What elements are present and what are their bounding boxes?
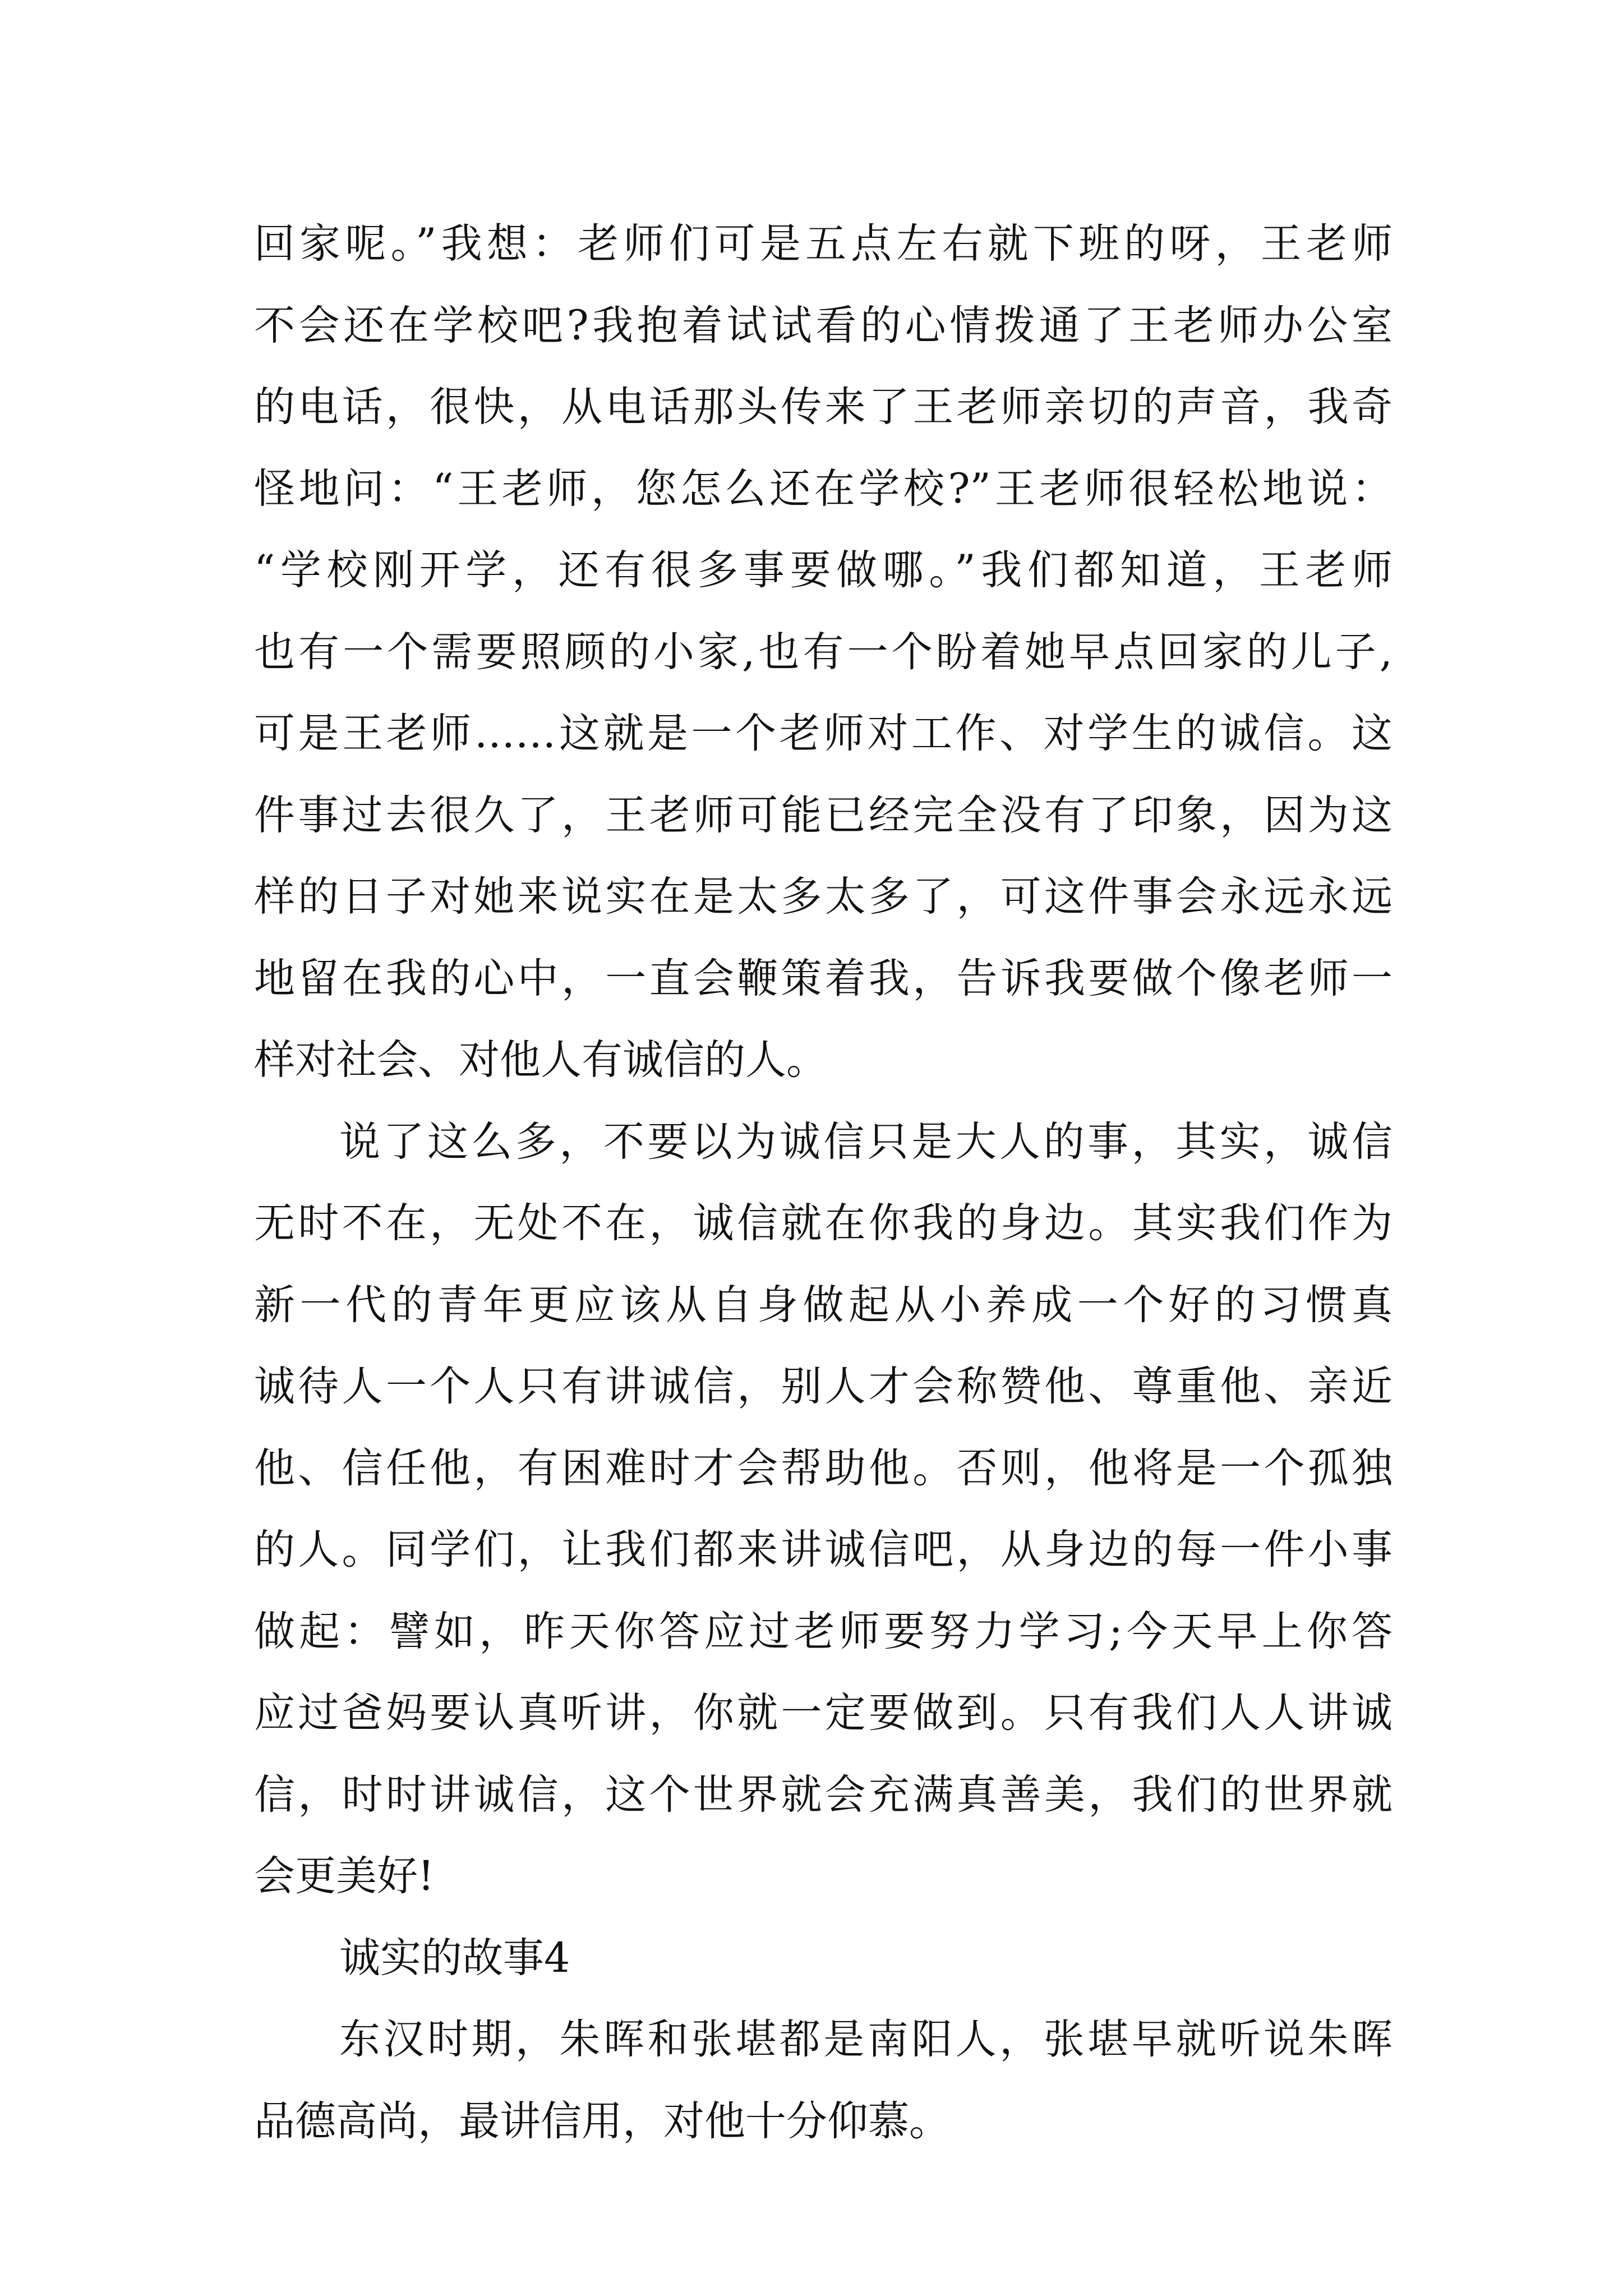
text-line: 的人。同学们，让我们都来讲诚信吧，从身边的每一件小事	[254, 1526, 1393, 1573]
text-line: “学校刚开学，还有很多事要做哪。”我们都知道，王老师	[254, 546, 1393, 594]
text-line: 信，时时讲诚信，这个世界就会充满真善美，我们的世界就	[254, 1770, 1393, 1819]
text-line: 样的日子对她来说实在是太多太多了，可这件事会永远永远	[254, 873, 1393, 921]
text-line: 应过爸妈要认真听讲，你就一定要做到。只有我们人人讲诚	[254, 1689, 1393, 1737]
text-line: 不会还在学校吧?我抱着试试看的心情拨通了王老师办公室	[254, 301, 1393, 349]
text-line: 地留在我的心中，一直会鞭策着我，告诉我要做个像老师一	[254, 954, 1393, 1002]
paragraph	[254, 1999, 1393, 2162]
paragraph	[254, 1101, 1393, 1917]
text-line: 样对社会、对他人有诚信的人。	[254, 1036, 827, 1084]
text-line: 无时不在，无处不在，诚信就在你我的身边。其实我们作为	[254, 1199, 1393, 1247]
document-body	[254, 203, 1393, 2162]
text-line: 东汉时期，朱晖和张堪都是南阳人，张堪早就听说朱晖	[339, 2016, 1393, 2063]
text-line: 做起：譬如，昨天你答应过老师要努力学习;今天早上你答	[254, 1607, 1393, 1655]
text-line: 品德高尚，最讲信用，对他十分仰慕。	[254, 2097, 950, 2145]
text-line: 回家呢。”我想：老师们可是五点左右就下班的呀，王老师	[254, 220, 1393, 268]
text-line: 也有一个需要照顾的小家,也有一个盼着她早点回家的儿子,	[254, 628, 1393, 676]
text-line: 怪地问：“王老师，您怎么还在学校?”王老师很轻松地说：	[254, 464, 1393, 513]
text-line: 他、信任他，有困难时才会帮助他。否则，他将是一个孤独	[254, 1444, 1393, 1492]
text-line: 件事过去很久了，王老师可能已经完全没有了印象，因为这	[254, 791, 1393, 839]
text-line: 会更美好!	[254, 1852, 435, 1900]
section-heading: 诚实的故事4	[339, 1934, 570, 1982]
paragraph	[254, 203, 1393, 1101]
text-line: 说了这么多，不要以为诚信只是大人的事，其实，诚信	[339, 1117, 1393, 1166]
text-line: 诚待人一个人只有讲诚信，别人才会称赞他、尊重他、亲近	[254, 1363, 1393, 1410]
text-line: 新一代的青年更应该从自身做起从小养成一个好的习惯真	[254, 1281, 1393, 1329]
text-line: 的电话，很快，从电话那头传来了王老师亲切的声音，我奇	[254, 383, 1393, 431]
text-line: 可是王老师……这就是一个老师对工作、对学生的诚信。这	[254, 710, 1393, 757]
